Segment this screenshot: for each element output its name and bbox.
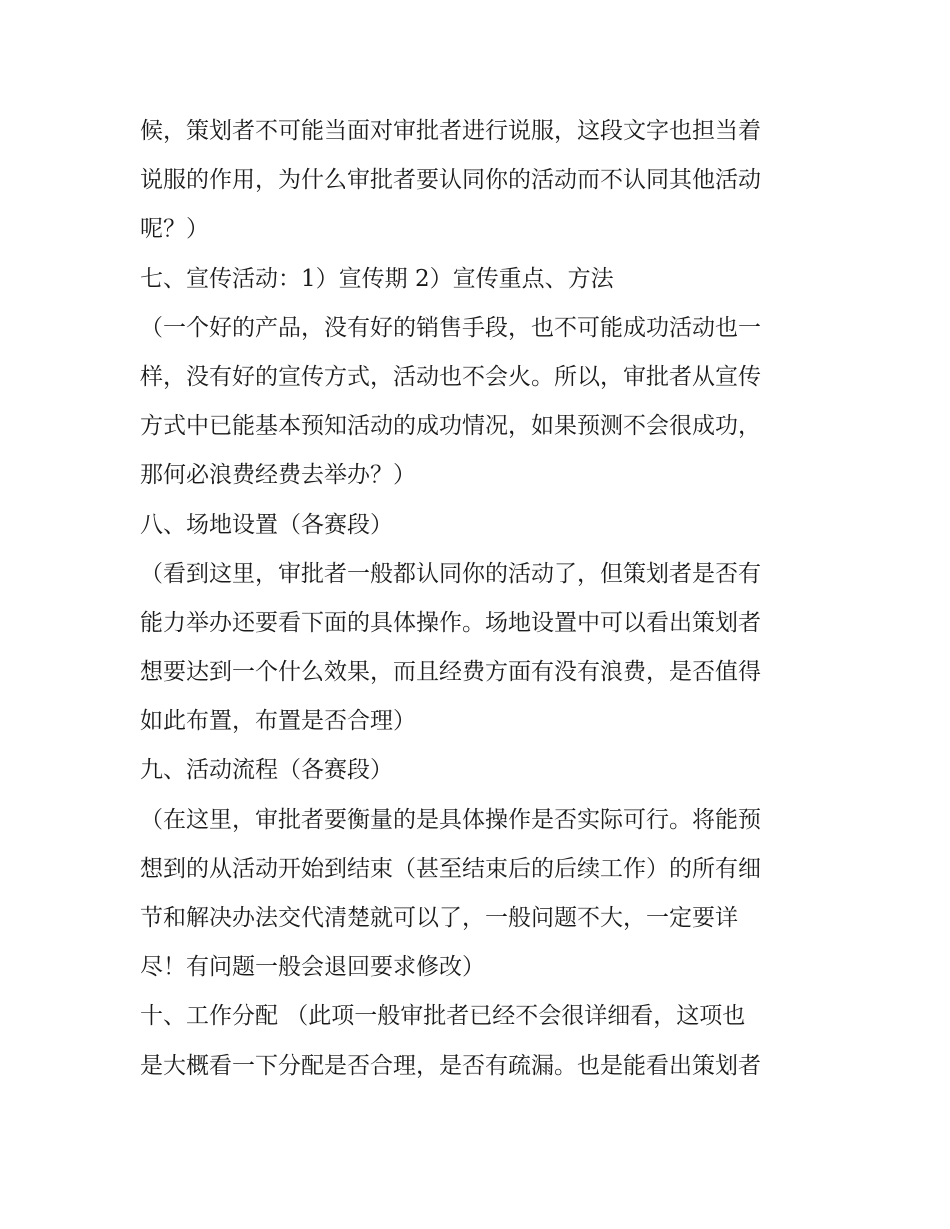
text-line: 那何必浪费经费去举办？） — [140, 462, 416, 489]
text-line: 说服的作用，为什么审批者要认同你的活动而不认同其他活动 — [140, 167, 761, 194]
section-heading-8: 八、场地设置（各赛段） — [140, 511, 393, 538]
text-line: （在这里，审批者要衡量的是具体操作是否实际可行。将能预 — [140, 806, 761, 833]
text-line: 样，没有好的宣传方式，活动也不会火。所以，审批者从宣传 — [140, 363, 761, 390]
text-line: 呢？） — [140, 216, 209, 243]
text-line: 想到的从活动开始到结束（甚至结束后的后续工作）的所有细 — [140, 855, 761, 882]
text-line: 尽！有问题一般会退回要求修改） — [140, 954, 485, 981]
section-heading-7: 七、宣传活动：1）宣传期 2）宣传重点、方法 — [140, 265, 614, 292]
text-line: （一个好的产品，没有好的销售手段，也不可能成功活动也一 — [140, 314, 761, 341]
text-line: 节和解决办法交代清楚就可以了，一般问题不大，一定要详 — [140, 905, 738, 931]
text-line: 候，策划者不可能当面对审批者进行说服，这段文字也担当着 — [140, 118, 761, 144]
text-line: （看到这里，审批者一般都认同你的活动了，但策划者是否有 — [140, 560, 761, 587]
text-line: 能力举办还要看下面的具体操作。场地设置中可以看出策划者 — [140, 609, 761, 636]
section-heading-10: 十、工作分配 （此项一般审批者已经不会很详细看，这项也 — [140, 1003, 746, 1030]
document-body — [140, 107, 820, 1091]
text-line: 如此布置，布置是否合理） — [140, 708, 416, 735]
text-line: 想要达到一个什么效果，而且经费方面有没有浪费，是否值得 — [140, 659, 761, 686]
text-line: 是大概看一下分配是否合理，是否有疏漏。也是能看出策划者 — [140, 1052, 761, 1079]
section-heading-9: 九、活动流程（各赛段） — [140, 757, 393, 784]
text-line: 方式中已能基本预知活动的成功情况，如果预测不会很成功， — [140, 413, 761, 440]
